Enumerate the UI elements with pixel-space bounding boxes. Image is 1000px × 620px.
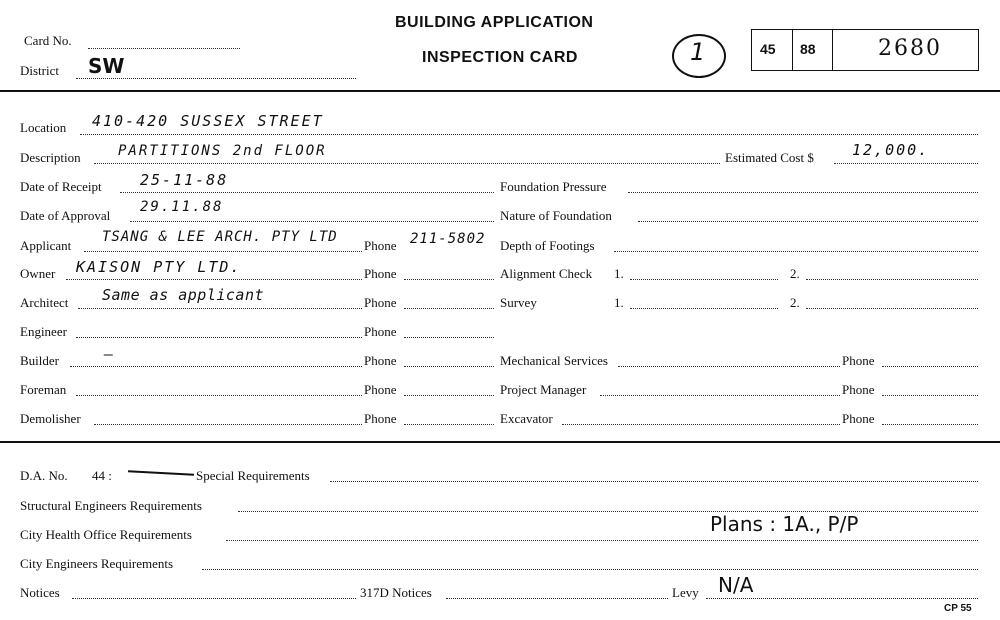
da-no-dash (128, 470, 194, 475)
applicant-phone-label: Phone (364, 238, 397, 253)
reference-divider-1 (792, 29, 793, 71)
engineer-phone-label: Phone (364, 324, 397, 339)
date-receipt-line (120, 192, 494, 193)
alignment-label: Alignment Check (500, 266, 593, 281)
depth-footings-label: Depth of Footings (500, 238, 595, 253)
notices-line (72, 598, 356, 599)
date-receipt-label: Date of Receipt (20, 179, 102, 194)
reference-year: 88 (800, 41, 816, 57)
notices-317d-line (446, 598, 668, 599)
estimated-cost-line (834, 163, 978, 164)
structural-label: Structural Engineers Requirements (20, 498, 202, 513)
owner-label: Owner (20, 266, 56, 281)
health-line (226, 540, 978, 541)
date-receipt-value: 25-11-88 (140, 171, 229, 189)
reference-divider-2 (832, 29, 833, 71)
builder-label: Builder (20, 353, 59, 368)
form-title-line1: BUILDING APPLICATION (395, 14, 594, 31)
notices-label: Notices (20, 585, 60, 600)
reference-number: 2680 (878, 36, 942, 61)
estimated-cost-label: Estimated Cost $ (725, 150, 814, 165)
owner-value: KAISON PTY LTD. (76, 258, 242, 276)
architect-label: Architect (20, 295, 69, 310)
city-engineers-line (202, 569, 978, 570)
health-label: City Health Office Requirements (20, 527, 192, 542)
reference-year-prefix: 45 (760, 41, 776, 57)
excavator-phone-label: Phone (842, 411, 875, 426)
builder-line (70, 366, 362, 367)
owner-phone-label: Phone (364, 266, 397, 281)
description-label: Description (20, 150, 81, 165)
special-requirements-label: Special Requirements (196, 468, 310, 483)
demolisher-line (94, 424, 362, 425)
excavator-label: Excavator (500, 411, 553, 426)
engineer-label: Engineer (20, 324, 67, 339)
architect-phone-line (404, 308, 494, 309)
mech-services-phone-line (882, 366, 978, 367)
foreman-phone-label: Phone (364, 382, 397, 397)
form-title-line2: INSPECTION CARD (422, 49, 578, 66)
alignment-line-1 (630, 279, 778, 280)
mech-services-phone-label: Phone (842, 353, 875, 368)
location-label: Location (20, 120, 67, 135)
applicant-value: TSANG & LEE ARCH. PTY LTD (102, 229, 338, 245)
date-approval-label: Date of Approval (20, 208, 111, 223)
levy-line (706, 598, 978, 599)
foreman-label: Foreman (20, 382, 67, 397)
nature-foundation-label: Nature of Foundation (500, 208, 612, 223)
da-no-value: 44 : (92, 468, 112, 483)
architect-phone-label: Phone (364, 295, 397, 310)
owner-line (66, 279, 362, 280)
owner-phone-line (404, 279, 494, 280)
demolisher-phone-line (404, 424, 494, 425)
description-line (94, 163, 720, 164)
foundation-pressure-label: Foundation Pressure (500, 179, 607, 194)
health-value: Plans : 1A., P/P (710, 512, 859, 536)
engineer-line (76, 337, 362, 338)
engineer-phone-line (404, 337, 494, 338)
levy-value: N/A (718, 573, 754, 597)
alignment-line-2 (806, 279, 978, 280)
mech-services-line (618, 366, 840, 367)
district-line (76, 78, 356, 79)
survey-line-2 (806, 308, 978, 309)
project-manager-phone-line (882, 395, 978, 396)
applicant-phone-value: 211-5802 (410, 231, 486, 247)
survey-label: Survey (500, 295, 537, 310)
alignment-num-1: 1. (614, 266, 624, 281)
depth-footings-line (614, 251, 978, 252)
builder-phone-line (404, 366, 494, 367)
special-requirements-line (330, 481, 978, 482)
foundation-pressure-line (628, 192, 978, 193)
date-approval-line (130, 221, 494, 222)
section-rule (0, 441, 1000, 443)
alignment-num-2: 2. (790, 266, 800, 281)
foreman-line (76, 395, 362, 396)
foreman-phone-line (404, 395, 494, 396)
district-label: District (20, 63, 59, 78)
applicant-label: Applicant (20, 238, 72, 253)
excavator-phone-line (882, 424, 978, 425)
project-manager-line (600, 395, 840, 396)
description-value: PARTITIONS 2nd FLOOR (118, 143, 327, 159)
survey-num-1: 1. (614, 295, 624, 310)
project-manager-label: Project Manager (500, 382, 587, 397)
levy-label: Levy (672, 585, 699, 600)
demolisher-label: Demolisher (20, 411, 81, 426)
survey-num-2: 2. (790, 295, 800, 310)
builder-phone-label: Phone (364, 353, 397, 368)
survey-line-1 (630, 308, 778, 309)
excavator-line (562, 424, 840, 425)
architect-value: Same as applicant (102, 286, 265, 304)
architect-line (78, 308, 362, 309)
da-no-label: D.A. No. (20, 468, 68, 483)
notices-317d-label: 317D Notices (360, 585, 432, 600)
builder-value: – (104, 345, 116, 363)
reference-box (751, 29, 979, 71)
form-code: CP 55 (944, 603, 972, 614)
nature-foundation-line (638, 221, 978, 222)
district-value: SW (88, 54, 125, 78)
structural-line (238, 511, 978, 512)
card-no-label: Card No. (24, 33, 72, 48)
location-value: 410-420 SUSSEX STREET (92, 112, 324, 130)
applicant-line (84, 251, 362, 252)
card-no-line (88, 48, 240, 49)
demolisher-phone-label: Phone (364, 411, 397, 426)
mech-services-label: Mechanical Services (500, 353, 608, 368)
project-manager-phone-label: Phone (842, 382, 875, 397)
location-line (80, 134, 978, 135)
estimated-cost-value: 12,000. (852, 141, 930, 159)
city-engineers-label: City Engineers Requirements (20, 556, 174, 571)
circled-number: 1 (690, 38, 706, 66)
date-approval-value: 29.11.88 (140, 199, 224, 215)
header-rule (0, 90, 1000, 92)
